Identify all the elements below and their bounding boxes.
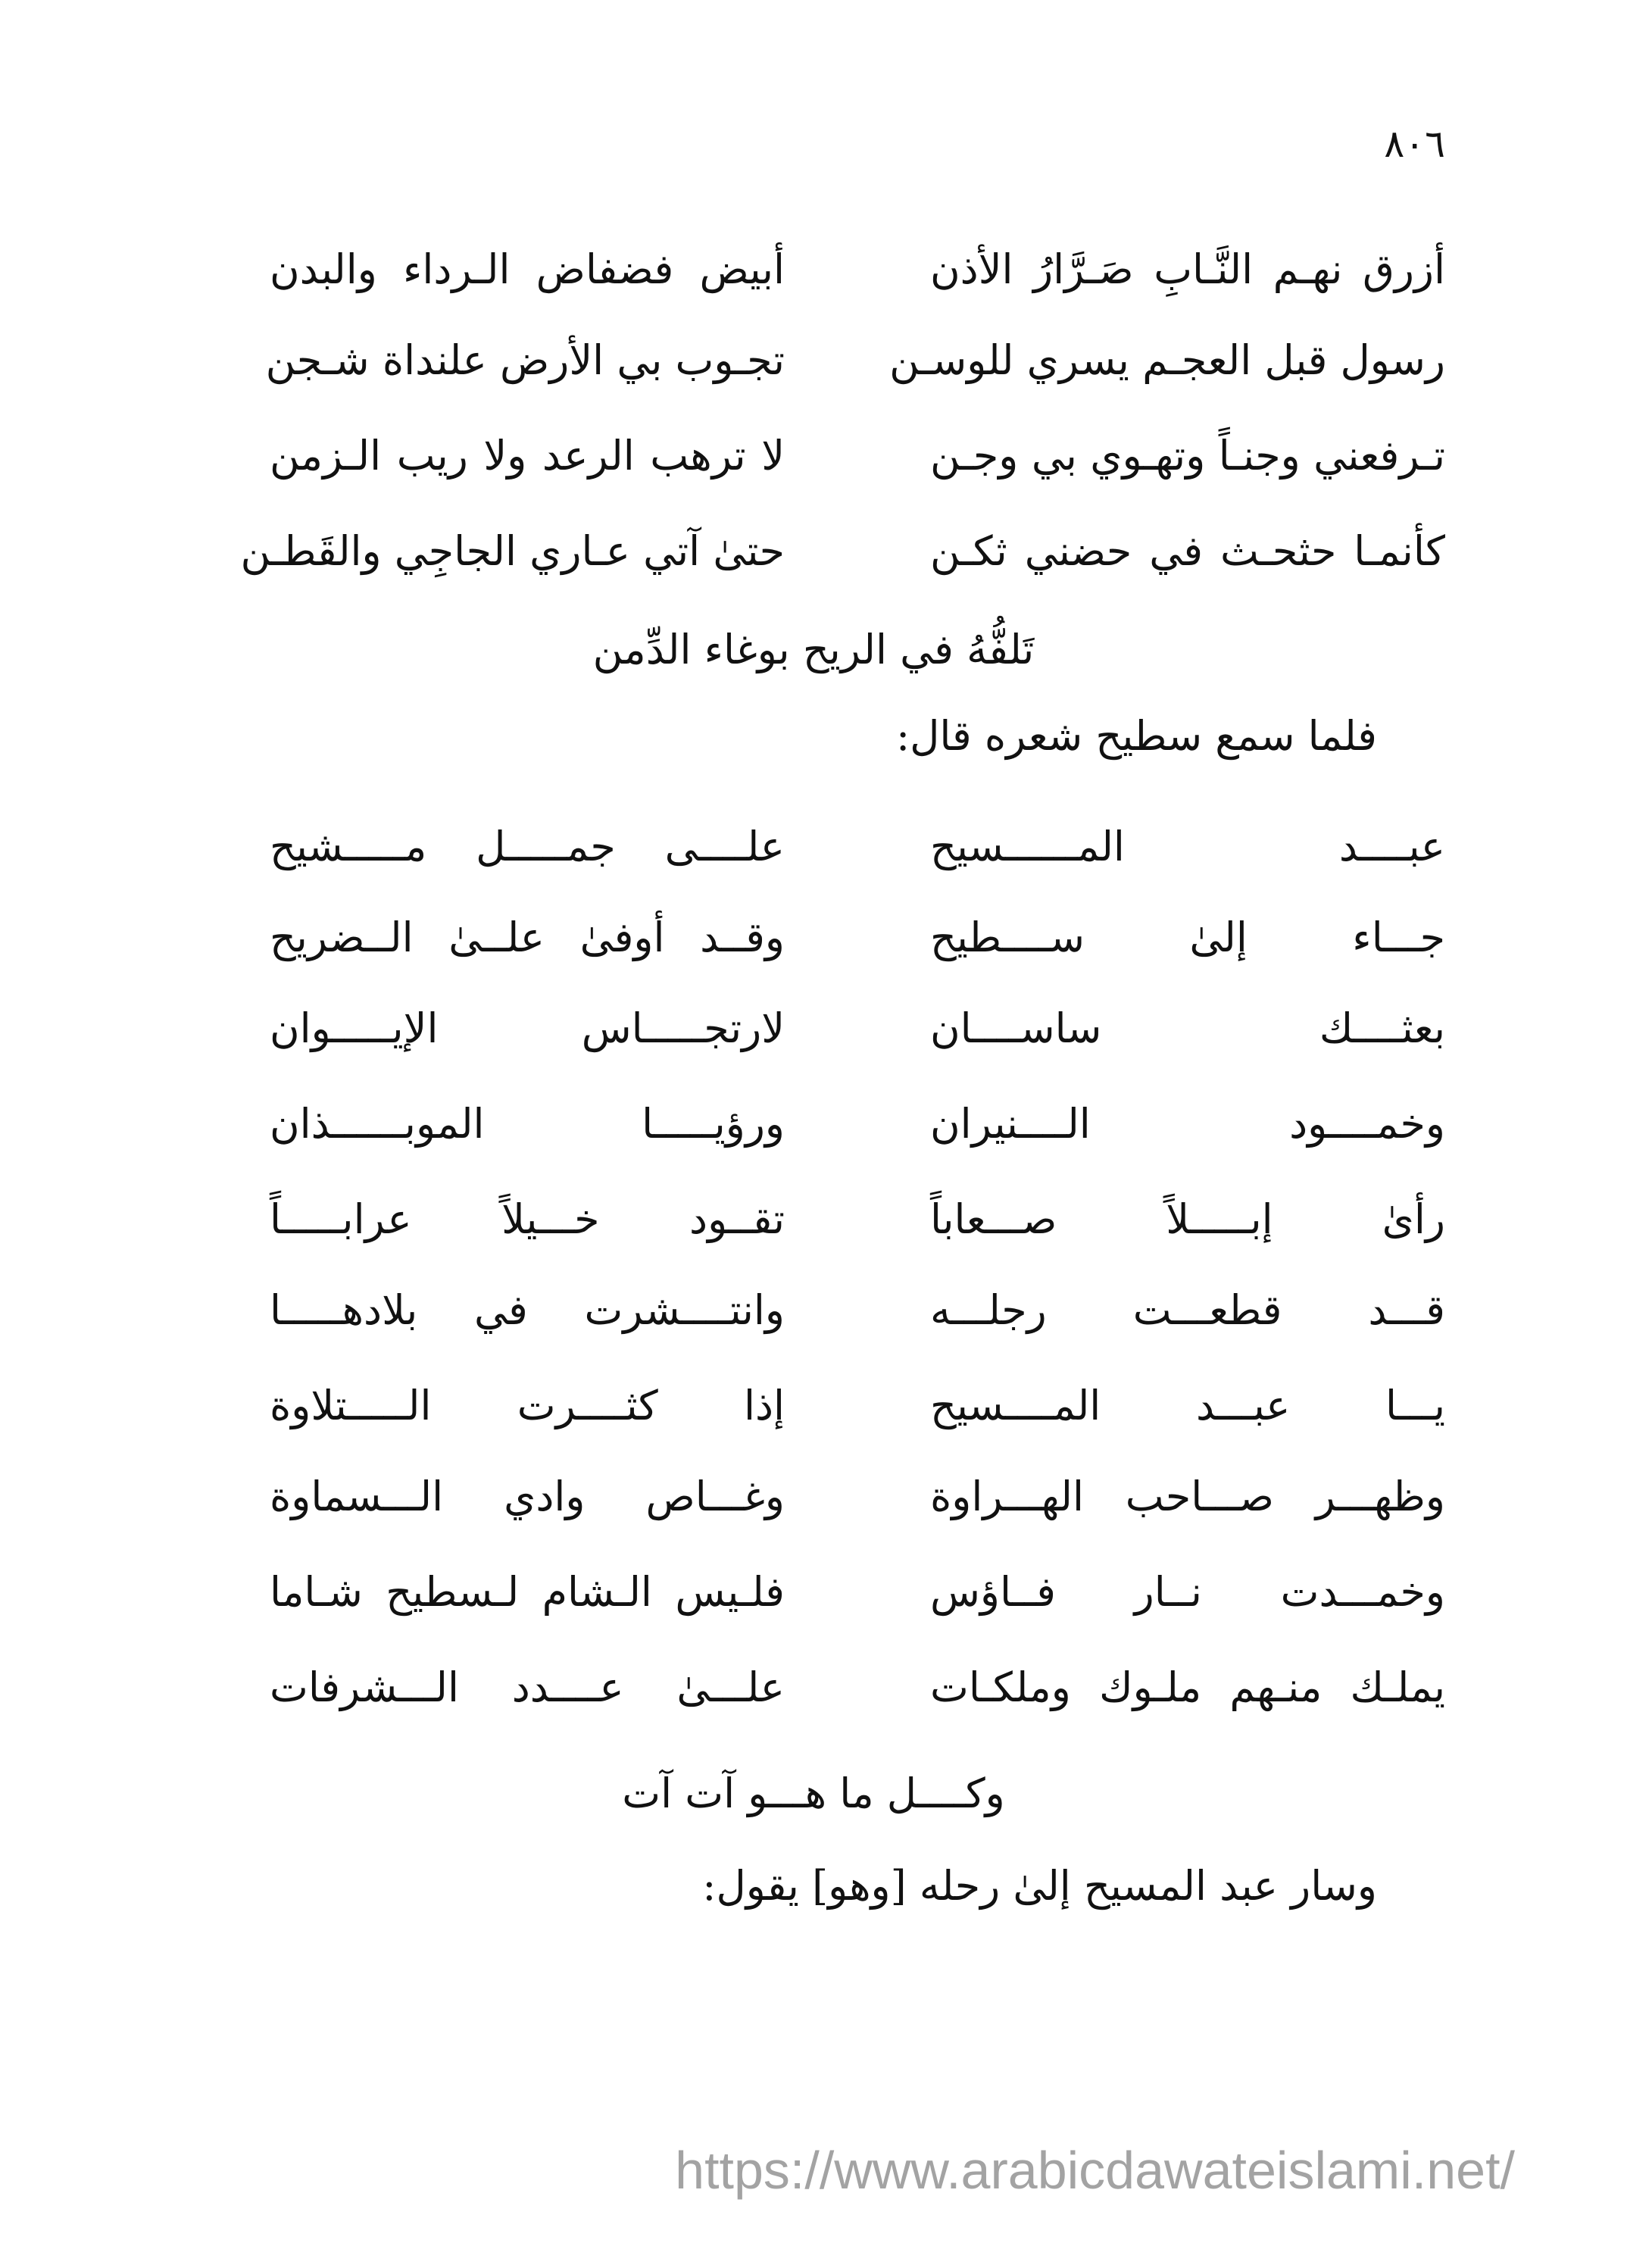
poem-closing-line: تَلفُّهُ في الريح بوغاء الدِّمن <box>592 626 1035 673</box>
verse-second-hemistich: ورؤيـــــا الموبــــــذان <box>270 1100 785 1148</box>
verse-first-hemistich: رسول قبل العجـم يسري للوسـن <box>889 336 1445 384</box>
verse-line <box>0 521 1627 582</box>
outro-text: وسار عبد المسيح إلىٰ رحله [وهو] يقول: <box>702 1862 1377 1910</box>
verse-first-hemistich: يملـك منـهم ملـوك وملكـات <box>930 1664 1445 1711</box>
verse-second-hemistich: تجـوب بي الأرض علنداة شـجن <box>265 336 785 384</box>
verse-first-hemistich: عبــــد المــــــسيح <box>930 823 1445 870</box>
verse-line <box>0 330 1627 391</box>
page-number: ٨٠٦ <box>1384 122 1445 166</box>
verse-second-hemistich: علـــىٰ عــــدد الـــشرفات <box>270 1664 785 1711</box>
verse-line <box>0 1657 1627 1718</box>
watermark-url: https://www.arabicdawateislami.net/ <box>675 2141 1515 2200</box>
verse-first-hemistich: أزرق نهـم النَّـابِ صَـرَّارُ الأذن <box>930 245 1445 293</box>
verse-first-hemistich: قـــد قطعـــت رجلـــه <box>930 1286 1445 1334</box>
verse-first-hemistich: رأىٰ إبـــــلاً صـــعاباً <box>930 1195 1445 1243</box>
verse-line <box>0 1376 1627 1436</box>
verse-second-hemistich: فلـيس الـشام لـسطيح شـاما <box>270 1568 785 1616</box>
verse-line <box>0 1094 1627 1154</box>
verse-line <box>0 998 1627 1059</box>
verse-second-hemistich: حتىٰ آتي عـاري الجاجِي والقَطـن <box>240 527 785 575</box>
verse-first-hemistich: تـرفعني وجنـاً وتهـوي بي وجـن <box>930 432 1445 480</box>
verse-line <box>0 908 1627 968</box>
verse-first-hemistich: بعثــــك ساســــان <box>930 1004 1445 1052</box>
verse-first-hemistich: جـــاء إلىٰ ســــطيح <box>930 914 1445 961</box>
verse-line <box>0 1189 1627 1250</box>
verse-line <box>0 239 1627 300</box>
verse-first-hemistich: وخمــــود الــــنيران <box>930 1100 1445 1148</box>
verse-line <box>0 1467 1627 1527</box>
verse-second-hemistich: علــــى جمـــــل مـــــشيح <box>270 823 785 870</box>
verse-second-hemistich: وانتــــشرت في بلادهـــــا <box>270 1286 785 1334</box>
verse-second-hemistich: أبيض فضفاض الـرداء والبدن <box>270 245 785 293</box>
poem-closing-line: وكــــل ما هـــو آت آت <box>622 1770 1005 1817</box>
verse-first-hemistich: وخمـــدت نــار فــاؤس <box>930 1568 1445 1616</box>
verse-second-hemistich: إذا كثــــرت الـــــتلاوة <box>270 1382 785 1429</box>
verse-second-hemistich: وغـــاص وادي الـــسماوة <box>270 1473 785 1520</box>
verse-second-hemistich: لارتجـــــاس الإيـــــوان <box>270 1004 785 1052</box>
intro-text: فلما سمع سطيح شعره قال: <box>895 712 1377 760</box>
verse-second-hemistich: تقــود خـــيلاً عرابـــــاً <box>270 1195 785 1243</box>
verse-first-hemistich: يـــا عبـــد المــــسيح <box>930 1382 1445 1429</box>
verse-first-hemistich: وظهـــر صـــاحب الهـــراوة <box>930 1473 1445 1520</box>
verse-line <box>0 1562 1627 1623</box>
verse-line <box>0 817 1627 877</box>
verse-second-hemistich: وقــد أوفىٰ علــىٰ الــضريح <box>270 914 785 961</box>
verse-line <box>0 426 1627 486</box>
verse-second-hemistich: لا ترهب الرعد ولا ريب الـزمن <box>270 432 785 480</box>
verse-first-hemistich: كأنمـا حثحـث في حضني ثكـن <box>930 527 1445 575</box>
verse-line <box>0 1280 1627 1341</box>
